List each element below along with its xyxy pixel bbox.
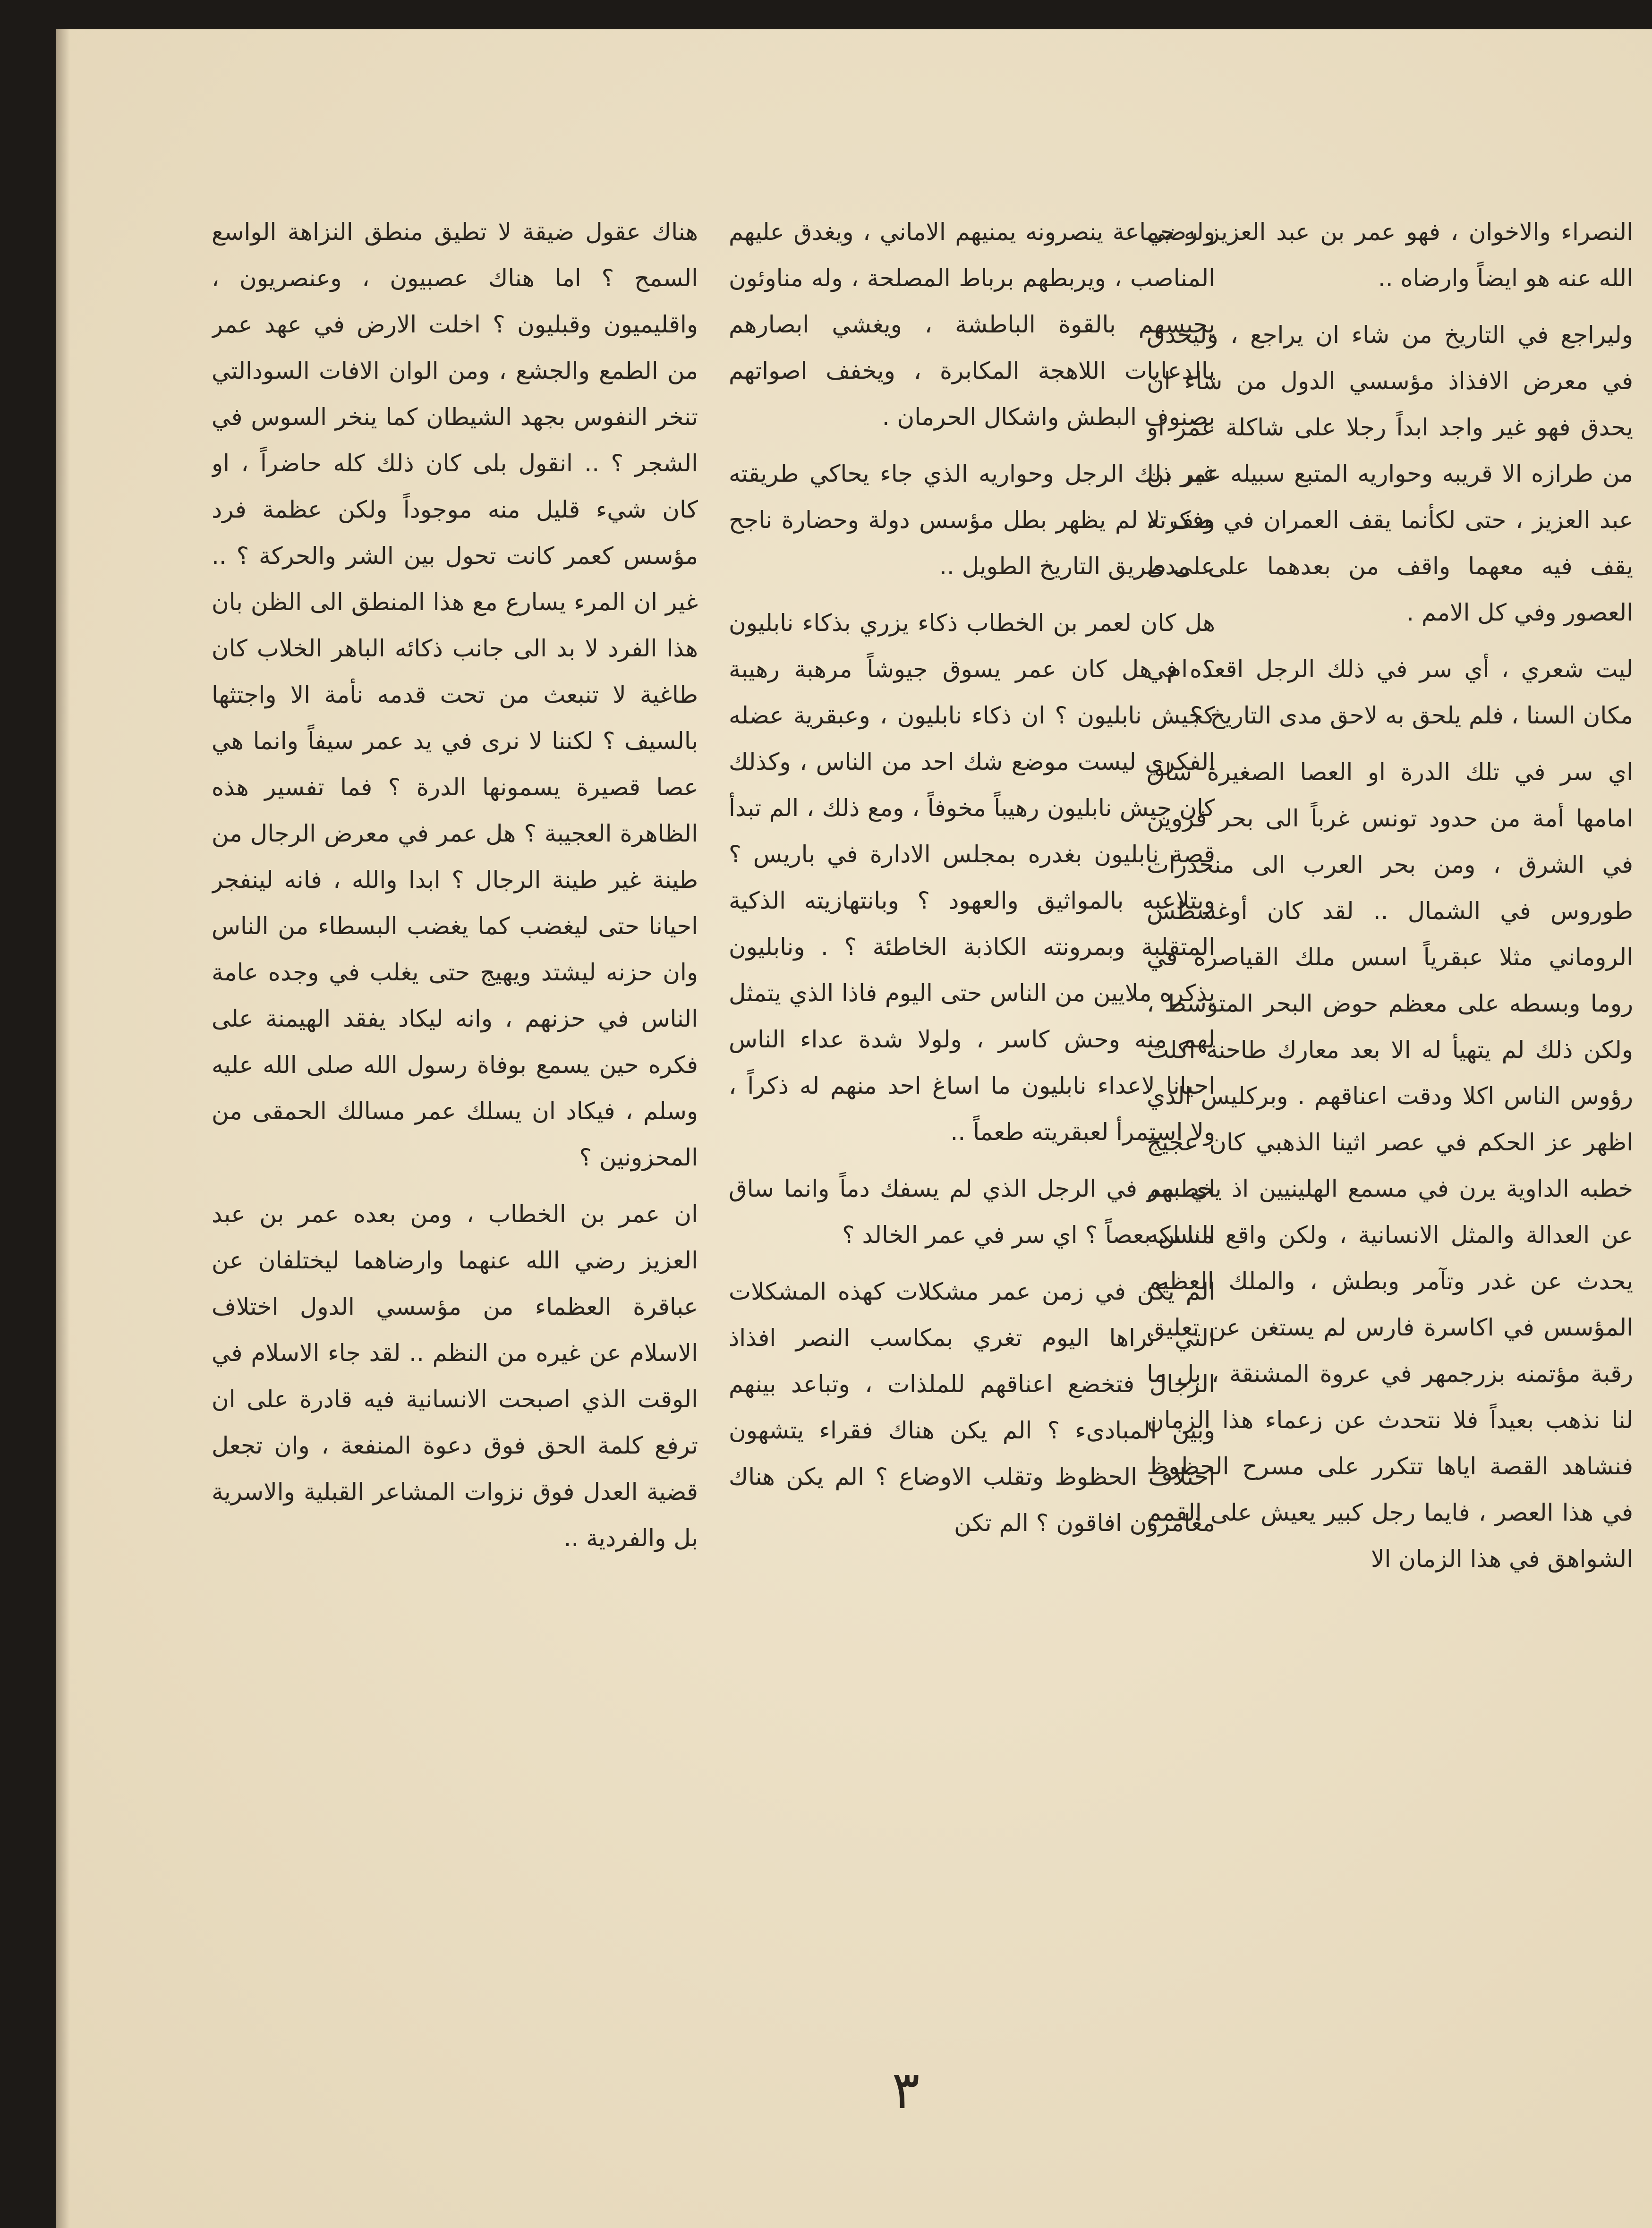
text-column-left — [212, 209, 698, 2088]
page-number: ٣ — [892, 2060, 920, 2120]
text-column-middle — [729, 209, 1215, 2088]
paragraph: وله جماعة ينصرونه يمنيهم الاماني ، ويغدق عليهم المناصب ، ويربطهم برباط المصلحة ، وله مناوئون يحبسهم بالقوة الباطشة ، ويغشي ابصارهم بالدعايات اللاهجة المكابرة ، ويخفف اصواتهم بصنوف البطش واشكال الحرمان . — [729, 218, 1215, 431]
document-page — [56, 29, 1652, 2228]
paragraph: النصراء والاخوان ، فهو عمر بن عبد العزيز رضي الله عنه هو ايضاً وارضاه .. — [1147, 218, 1633, 292]
paragraph: الم يكن في زمن عمر مشكلات كهذه المشكلات التي نراها اليوم تغري بمكاسب النصر افذاذ الرجال فتخضع اعناقهم للملذات ، وتباعد بينهم وبين المبادىء ؟ الم يكن هناك فقراء يتشهون اختلاف الحظوظ وتقلب الاوضاع ؟ الم يكن هناك مغامرون افاقون ؟ الم تكن — [729, 1278, 1215, 1537]
paragraph: ليت شعري ، أي سر في ذلك الرجل اقعده في مكان السنا ، فلم يلحق به لاحق مدى التاريخ ؟ — [1147, 655, 1633, 729]
paragraph: غير ذلك الرجل وحواريه الذي جاء يحاكي طريقته وفكرته لم يظهر بطل مؤسس دولة وحضارة ناجح على طريق التاريخ الطويل .. — [729, 460, 1215, 580]
binding-shadow — [56, 29, 70, 2228]
paragraph: وليراجع في التاريخ من شاء ان يراجع ، وليحدق في معرض الافذاذ مؤسسي الدول من شاء ان يحدق فهو غير واجد ابداً رجلا على شاكلة عمر او من طرازه الا قريبه وحواريه المتبع سبيله عمر بن عبد العزيز ، حتى لكأنما يقف العمران في صف لا يقف فيه معهما واقف من بعدهما على مدى العصور وفي كل الامم . — [1147, 321, 1633, 626]
text-column-right — [1147, 209, 1633, 2088]
paragraph: ان عمر بن الخطاب ، ومن بعده عمر بن عبد العزيز رضي الله عنهما وارضاهما ليختلفان عن عباقرة العظماء من مؤسسي الدول اختلاف الاسلام عن غيره من النظم .. لقد جاء الاسلام في الوقت الذي اصبحت الانسانية فيه قادرة على ان ترفع كلمة الحق فوق دعوة المنفعة ، وان تجعل قضية العدل فوق نزوات المشاعر القبلية والاسرية بل والفردية .. — [212, 1200, 698, 1552]
paragraph: اي سر في الرجل الذي لم يسفك دماً وانما ساق الناس بعصاً ؟ اي سر في عمر الخالد ؟ — [729, 1175, 1215, 1249]
paragraph: هناك عقول ضيقة لا تطيق منطق النزاهة الواسع السمح ؟ اما هناك عصبيون ، وعنصريون ، واقليميون وقبليون ؟ اخلت الارض في عهد عمر من الطمع والجشع ، ومن الوان الافات السودالتي تنخر النفوس بجهد الشيطان كما ينخر السوس في الشجر ؟ .. انقول بلى كان ذلك كله حاضراً ، او كان شيء قليل منه موجوداً ولكن عظمة فرد مؤسس كعمر كانت تحول بين الشر والحركة ؟ .. غير ان المرء يسارع مع هذا المنطق الى الظن بان هذا الفرد لا بد الى جانب ذكائه الباهر الخلاب كان طاغية لا تنبعث من تحت قدمه نأمة الا واجتثها بالسيف ؟ لكننا لا نرى في يد عمر سيفاً وانما هي عصا قصيرة يسمونها الدرة ؟ فما تفسير هذه الظاهرة العجيبة ؟ هل عمر في معرض الرجال من طينة غير طينة الرجال ؟ ابدا والله ، فانه لينفجر احيانا حتى ليغضب كما يغضب البسطاء من الناس وان حزنه ليشتد ويهيج حتى يغلب في وجده عامة الناس في حزنهم ، وانه ليكاد يفقد الهيمنة على فكره حين يسمع بوفاة رسول الله صلى الله عليه وسلم ، فيكاد ان يسلك عمر مسالك الحمقى من المحزونين ؟ — [212, 218, 698, 1171]
paragraph: هل كان لعمر بن الخطاب ذكاء يزري بذكاء نابليون ؟ ام هل كان عمر يسوق جيوشاً مرهبة رهيبة كجيش نابليون ؟ ان ذكاء نابليون ، وعبقرية عضله الفكري ليست موضع شك احد من الناس ، وكذلك كان جيش نابليون رهيباً مخوفاً ، ومع ذلك ، الم تبدأ قصة نابليون بغدره بمجلس الادارة في باريس ؟ وبتلاعبه بالمواثيق والعهود ؟ وبانتهازيته الذكية المتقلبة وبمرونته الكاذبة الخاطئة ؟ . ونابليون يذكره ملايين من الناس حتى اليوم فاذا الذي يتمثل لهم منه وحش كاسر ، ولولا شدة عداء الناس احيانا لاعداء نابليون ما اساغ احد منهم له ذكراً ، ولا استمرأ لعبقريته طعماً .. — [729, 609, 1215, 1146]
paragraph: اي سر في تلك الدرة او العصا الصغيرة ساق امامها أمة من حدود تونس غرباً الى بحر قزوين في الشرق ، ومن بحر العرب الى منحدرات طوروس في الشمال .. لقد كان أوغسطس الروماني مثلا عبقرياً اسس ملك القياصرة في روما وبسطه على معظم حوض البحر المتوسط ، ولكن ذلك لم يتهيأ له الا بعد معارك طاحنة اكلت رؤوس الناس اكلا ودقت اعناقهم . وبركليس الذي اظهر عز الحكم في عصر اثينا الذهبي كان عجيج خطبه الداوية يرن في مسمع الهلينيين اذ يخطبهم عن العدالة والمثل الانسانية ، ولكن واقع مسلكه يحدث عن غدر وتآمر وبطش ، والملك العظيم المؤسس في اكاسرة فارس لم يستغن عن تعليق رقبة مؤتمنه بزرجمهر في عروة المشنقة ، بل ما لنا نذهب بعيداً فلا نتحدث عن زعماء هذا الزمان فنشاهد القصة اياها تتكرر على مسرح الحظوظ في هذا العصر ، فايما رجل كبير يعيش على القمم الشواهق في هذا الزمان الا — [1147, 758, 1633, 1573]
